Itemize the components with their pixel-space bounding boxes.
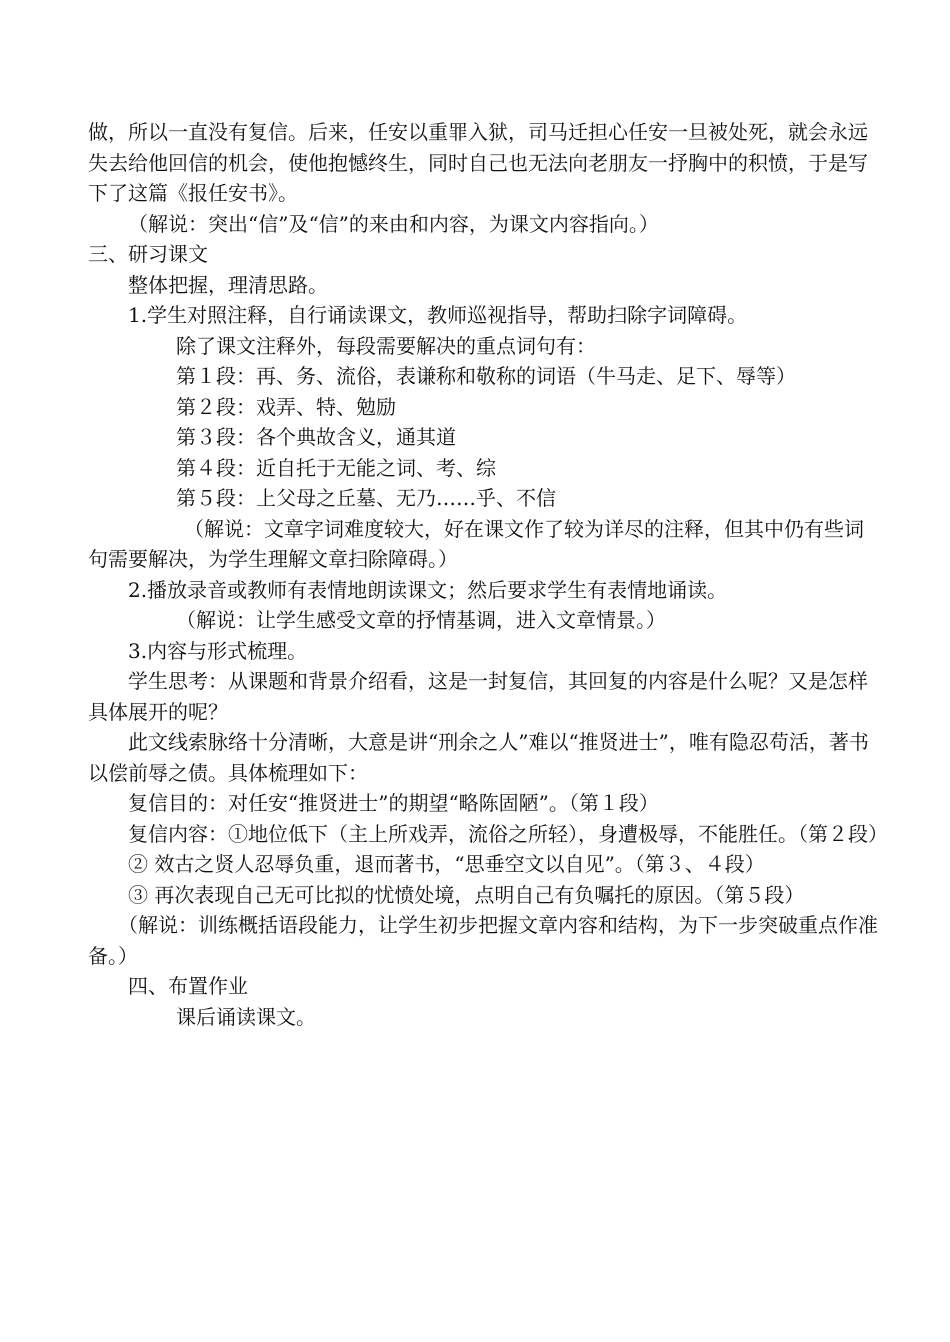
paragraph-section-3-words: 第３段：各个典故含义，通其道 <box>176 425 456 449</box>
paragraph-section-1-words: 第１段：再、务、流俗，表谦称和敬称的词语（牛马走、足下、辱等） <box>176 364 796 388</box>
paragraph-reply-point-3: ③ 再次表现自己无可比拟的忧愤处境，点明自己有负嘱托的原因。（第５段） <box>128 882 805 907</box>
paragraph-step-3: 3.内容与形式梳理。 <box>128 638 308 663</box>
paragraph-note-letter: （解说：突出“信”及“信”的来由和内容，为课文内容指向。） <box>128 211 659 236</box>
paragraph-key-words-intro: 除了课文注释外，每段需要解决的重点词句有： <box>176 333 596 358</box>
paragraph-step-1: 1.学生对照注释，自行诵读课文，教师巡视指导，帮助扫除字词障碍。 <box>128 303 748 327</box>
section-heading-study: 三、研习课文 <box>88 242 208 266</box>
paragraph-note-words: （解说：文章字词难度较大，好在课文作了较为详尽的注释，但其中仍有些词句需要解决，为学生理解文章扫除障碍。） <box>88 516 864 571</box>
document-body <box>88 117 888 1032</box>
paragraph-clue: 此文线索脉络十分清晰，大意是讲“刑余之人”难以“推贤进士”，唯有隐忍苟活，著书以偿前辱之债。具体梳理如下： <box>88 730 869 785</box>
paragraph-section-5-words: 第５段：上父母之丘墓、无乃……乎、不信 <box>176 486 556 510</box>
paragraph-note-summary: （解说：训练概括语段能力，让学生初步把握文章内容和结构，为下一步突破重点作准备。） <box>88 913 878 968</box>
paragraph-overview: 整体把握，理清思路。 <box>128 272 328 297</box>
paragraph-homework: 课后诵读课文。 <box>176 1004 316 1029</box>
paragraph-reply-purpose: 复信目的：对任安“推贤进士”的期望“略陈固陋”。（第１段） <box>128 791 659 815</box>
paragraph-background-end: 做，所以一直没有复信。后来，任安以重罪入狱，司马迁担心任安一旦被处死，就会永远失去给他回信的机会，使他抱憾终生，同时自己也无法向老朋友一抒胸中的积愤，于是写下了这篇《报任安书》。 <box>88 120 868 205</box>
section-heading-homework: 四、布置作业 <box>128 974 248 998</box>
paragraph-reply-content: 复信内容：①地位低下（主上所戏弄，流俗之所轻），身遭极辱，不能胜任。（第２段） <box>128 821 888 846</box>
paragraph-student-thinking: 学生思考：从课题和背景介绍看，这是一封复信，其回复的内容是什么呢？又是怎样具体展开的呢？ <box>88 669 868 724</box>
paragraph-note-reading: （解说：让学生感受文章的抒情基调，进入文章情景。） <box>176 608 666 632</box>
paragraph-section-4-words: 第４段：近自托于无能之词、考、综 <box>176 455 496 480</box>
paragraph-reply-point-2: ② 效古之贤人忍辱负重，退而著书，“思垂空文以自见”。（第３、４段） <box>128 852 765 876</box>
paragraph-section-2-words: 第２段：戏弄、特、勉励 <box>176 394 396 419</box>
paragraph-step-2: 2.播放录音或教师有表情地朗读课文；然后要求学生有表情地诵读。 <box>128 577 728 602</box>
